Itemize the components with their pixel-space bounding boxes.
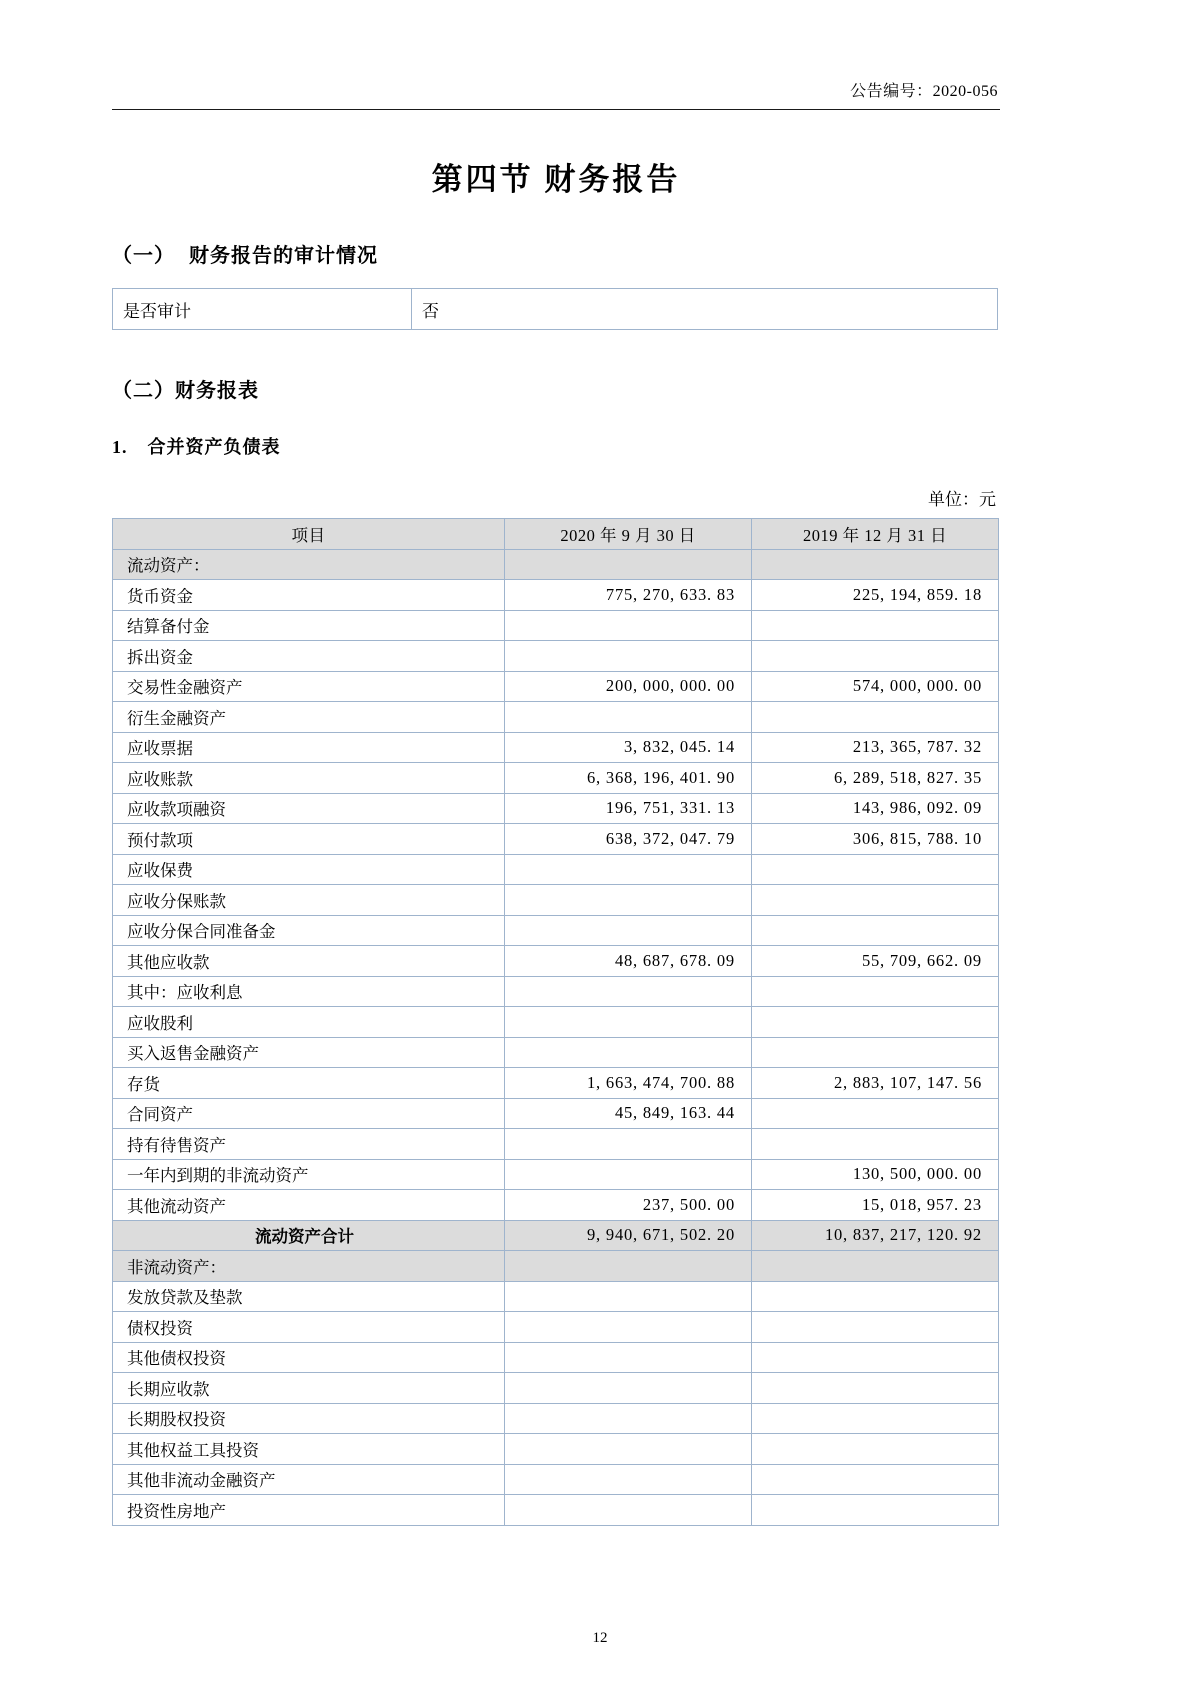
row-value-prior: 55, 709, 662. 09 (752, 946, 999, 977)
table-row (113, 1251, 999, 1282)
row-label: 投资性房地产 (113, 1495, 505, 1526)
row-value-current (505, 1403, 752, 1434)
table-row (113, 763, 999, 794)
section-label-statements: 财务报表 (175, 380, 259, 402)
row-value-current (505, 1129, 752, 1160)
table-row (113, 1159, 999, 1190)
row-label: 应收股利 (113, 1007, 505, 1038)
row-value-prior (752, 976, 999, 1007)
row-value-prior (752, 1129, 999, 1160)
row-value-current: 638, 372, 047. 79 (505, 824, 752, 855)
row-value-current (505, 641, 752, 672)
row-value-prior (752, 641, 999, 672)
row-value-prior: 130, 500, 000. 00 (752, 1159, 999, 1190)
table-row (113, 1434, 999, 1465)
table-row (113, 610, 999, 641)
balance-sheet-table (112, 518, 999, 1526)
row-value-current: 237, 500. 00 (505, 1190, 752, 1221)
row-value-current: 48, 687, 678. 09 (505, 946, 752, 977)
row-value-prior (752, 610, 999, 641)
row-value-current (505, 1159, 752, 1190)
column-header-period-prior: 2019 年 12 月 31 日 (752, 519, 999, 550)
table-row (113, 946, 999, 977)
row-label: 其他非流动金融资产 (113, 1464, 505, 1495)
row-value-prior: 225, 194, 859. 18 (752, 580, 999, 611)
row-label: 其他权益工具投资 (113, 1434, 505, 1465)
row-label: 流动资产： (113, 549, 505, 580)
row-value-current: 196, 751, 331. 13 (505, 793, 752, 824)
table-row (113, 824, 999, 855)
row-value-current (505, 854, 752, 885)
table-row (113, 732, 999, 763)
table-row (113, 1312, 999, 1343)
row-value-prior (752, 1251, 999, 1282)
page-content (112, 0, 1000, 1526)
table-row (113, 671, 999, 702)
table-header-row (113, 519, 999, 550)
row-label: 应收保费 (113, 854, 505, 885)
section-heading-statements (112, 374, 1000, 403)
row-label: 衍生金融资产 (113, 702, 505, 733)
row-value-prior: 213, 365, 787. 32 (752, 732, 999, 763)
row-value-prior: 6, 289, 518, 827. 35 (752, 763, 999, 794)
row-value-current (505, 1464, 752, 1495)
row-label: 一年内到期的非流动资产 (113, 1159, 505, 1190)
column-header-period-current: 2020 年 9 月 30 日 (505, 519, 752, 550)
table-row (113, 1342, 999, 1373)
statement-item-number: 1. (112, 437, 128, 457)
table-row (113, 289, 998, 330)
row-value-current (505, 1373, 752, 1404)
table-row (113, 1281, 999, 1312)
table-row (113, 1464, 999, 1495)
table-row (113, 1007, 999, 1038)
table-row (113, 1068, 999, 1099)
row-value-prior: 2, 883, 107, 147. 56 (752, 1068, 999, 1099)
row-label: 流动资产合计 (113, 1220, 505, 1251)
row-value-prior (752, 915, 999, 946)
audit-status-table (112, 288, 998, 330)
row-label: 应收账款 (113, 763, 505, 794)
table-row (113, 1037, 999, 1068)
row-value-current (505, 702, 752, 733)
row-value-prior (752, 854, 999, 885)
table-row (113, 854, 999, 885)
row-value-current (505, 1434, 752, 1465)
row-label: 长期应收款 (113, 1373, 505, 1404)
row-value-current (505, 885, 752, 916)
row-value-current: 45, 849, 163. 44 (505, 1098, 752, 1129)
row-value-prior (752, 1464, 999, 1495)
table-row (113, 1129, 999, 1160)
row-label: 结算备付金 (113, 610, 505, 641)
row-value-prior (752, 1434, 999, 1465)
table-row (113, 793, 999, 824)
header-divider (112, 109, 1000, 110)
table-row (113, 1190, 999, 1221)
page-title: 第四节 财务报告 (431, 162, 681, 197)
row-value-prior (752, 1281, 999, 1312)
row-label: 应收款项融资 (113, 793, 505, 824)
row-label: 买入返售金融资产 (113, 1037, 505, 1068)
row-value-prior (752, 549, 999, 580)
row-label: 合同资产 (113, 1098, 505, 1129)
row-label: 长期股权投资 (113, 1403, 505, 1434)
row-label: 非流动资产： (113, 1251, 505, 1282)
audit-row-label: 是否审计 (113, 289, 412, 330)
row-label: 交易性金融资产 (113, 671, 505, 702)
section-heading-audit (112, 239, 1000, 268)
row-label: 货币资金 (113, 580, 505, 611)
page-number: 12 (592, 1630, 608, 1646)
row-value-current (505, 1007, 752, 1038)
table-row (113, 1220, 999, 1251)
table-row (113, 1373, 999, 1404)
row-label: 持有待售资产 (113, 1129, 505, 1160)
unit-note: 单位：元 (928, 490, 996, 509)
table-row (113, 1403, 999, 1434)
statement-item-heading (112, 433, 1000, 459)
row-value-current (505, 549, 752, 580)
table-row (113, 549, 999, 580)
row-value-current (505, 976, 752, 1007)
row-label: 其中：应收利息 (113, 976, 505, 1007)
row-value-current (505, 1281, 752, 1312)
section-label-audit: 财务报告的审计情况 (189, 245, 378, 267)
announcement-number: 公告编号：2020-056 (850, 83, 998, 100)
row-label: 发放贷款及垫款 (113, 1281, 505, 1312)
row-label: 其他流动资产 (113, 1190, 505, 1221)
row-value-prior (752, 1403, 999, 1434)
row-label: 其他债权投资 (113, 1342, 505, 1373)
table-row (113, 580, 999, 611)
row-value-prior (752, 702, 999, 733)
table-row (113, 702, 999, 733)
row-value-current: 3, 832, 045. 14 (505, 732, 752, 763)
row-label: 应收票据 (113, 732, 505, 763)
row-value-prior: 306, 815, 788. 10 (752, 824, 999, 855)
row-value-prior: 143, 986, 092. 09 (752, 793, 999, 824)
row-value-prior (752, 885, 999, 916)
row-value-prior (752, 1037, 999, 1068)
statement-item-title: 合并资产负债表 (147, 437, 281, 457)
row-value-prior (752, 1098, 999, 1129)
row-value-prior: 10, 837, 217, 120. 92 (752, 1220, 999, 1251)
section-index-audit: （一） (112, 245, 175, 267)
row-value-current (505, 915, 752, 946)
audit-row-value: 否 (412, 289, 998, 330)
row-value-current (505, 1251, 752, 1282)
row-value-current: 775, 270, 633. 83 (505, 580, 752, 611)
section-index-statements: （二） (112, 380, 175, 402)
row-label: 应收分保账款 (113, 885, 505, 916)
table-row (113, 885, 999, 916)
row-value-prior (752, 1373, 999, 1404)
row-value-prior: 574, 000, 000. 00 (752, 671, 999, 702)
row-label: 其他应收款 (113, 946, 505, 977)
row-value-prior (752, 1342, 999, 1373)
row-label: 债权投资 (113, 1312, 505, 1343)
column-header-item: 项目 (113, 519, 505, 550)
row-value-current (505, 1495, 752, 1526)
table-row (113, 641, 999, 672)
row-value-current (505, 1312, 752, 1343)
row-value-prior (752, 1495, 999, 1526)
row-label: 拆出资金 (113, 641, 505, 672)
table-row (113, 976, 999, 1007)
row-value-prior (752, 1007, 999, 1038)
row-value-current: 200, 000, 000. 00 (505, 671, 752, 702)
row-value-current (505, 610, 752, 641)
table-row (113, 1098, 999, 1129)
row-value-current: 9, 940, 671, 502. 20 (505, 1220, 752, 1251)
row-label: 预付款项 (113, 824, 505, 855)
row-value-current: 6, 368, 196, 401. 90 (505, 763, 752, 794)
row-value-prior: 15, 018, 957. 23 (752, 1190, 999, 1221)
row-value-current: 1, 663, 474, 700. 88 (505, 1068, 752, 1099)
row-value-prior (752, 1312, 999, 1343)
table-row (113, 1495, 999, 1526)
row-value-current (505, 1037, 752, 1068)
table-row (113, 915, 999, 946)
balance-sheet-body (113, 549, 999, 1525)
row-value-current (505, 1342, 752, 1373)
row-label: 应收分保合同准备金 (113, 915, 505, 946)
row-label: 存货 (113, 1068, 505, 1099)
